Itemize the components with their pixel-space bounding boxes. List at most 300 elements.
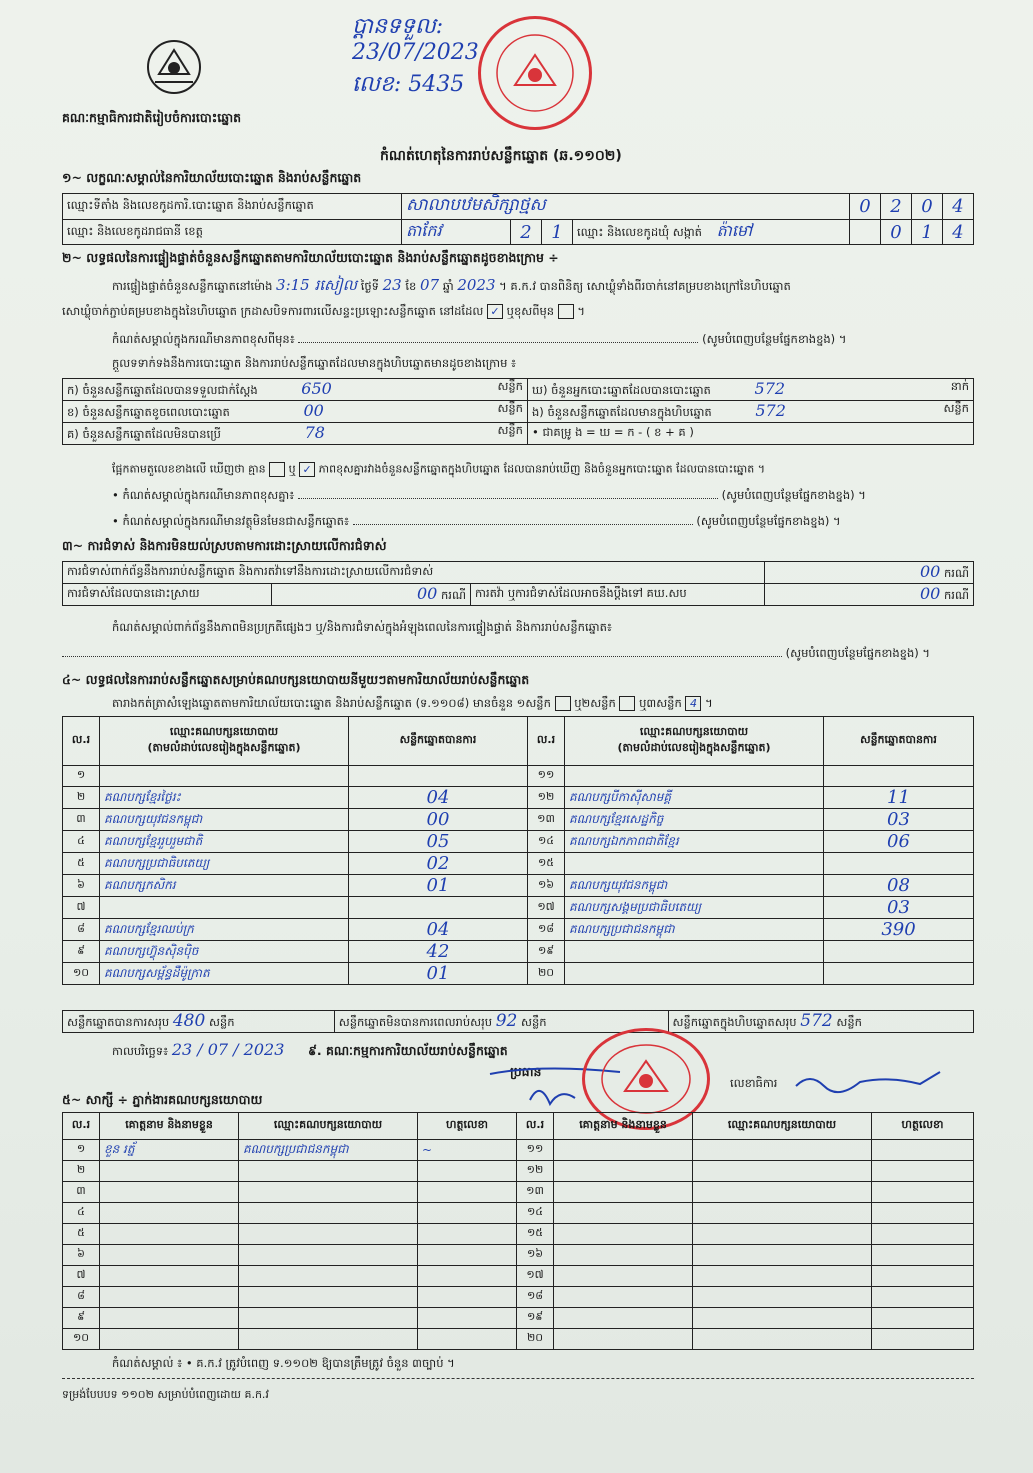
- date-line: [112, 1040, 508, 1062]
- party-name-left: គណបក្សប្រជាធិបតេយ្យ: [100, 853, 349, 875]
- resolved-count-cell: [272, 584, 471, 606]
- witness-sign-left: [418, 1245, 517, 1266]
- province-code-2: 1: [542, 220, 573, 245]
- witness-name-right: [554, 1224, 693, 1245]
- fill-back-note-4: (សូមបំពេញបន្ថែមផ្នែកខាងខ្នង) ។: [785, 646, 930, 660]
- party-name-right: [565, 853, 824, 875]
- w-col-sign-left: ហត្ថលេខា: [418, 1113, 517, 1140]
- chair-label: ប្រធាន: [510, 1064, 542, 1079]
- resolved-count: 00: [416, 584, 438, 603]
- irregularity-note-line: [62, 646, 974, 663]
- difference-check-line: [112, 462, 765, 479]
- witness-name-left: ខួន រត្ន័: [100, 1140, 239, 1161]
- witness-name-left: [100, 1203, 239, 1224]
- location-code-3: 0: [912, 194, 943, 220]
- table-row: [63, 1308, 974, 1329]
- witness-no-right: ១៨: [517, 1287, 554, 1308]
- figure-b-unit: សន្លឹក: [497, 401, 523, 415]
- witness-sign-left: [418, 1287, 517, 1308]
- location-label: ឈ្មោះទីតាំង និងលេខកូដការិ.បោះឆ្នោត និងរាប់សន្លឹកឆ្នោត: [63, 194, 402, 220]
- witness-party-left: [239, 1203, 418, 1224]
- party-no-left: ២: [63, 787, 100, 809]
- witness-no-left: ៣: [63, 1182, 100, 1203]
- committee-label: ៩. គណៈកម្មការការិយាល័យរាប់សន្លឹកឆ្នោត: [308, 1043, 508, 1058]
- verification-text: ការផ្ទៀងផ្ទាត់ចំនួនសន្លឹកឆ្នោតនៅម៉ោង: [112, 279, 273, 293]
- party-name-left: គណបក្សយុវជនកម្ពុជា: [100, 809, 349, 831]
- section-5-heading: ៥~ សាក្សី ÷ ភ្នាក់ងារគណបក្សនយោបាយ: [62, 1092, 263, 1107]
- witness-name-left: [100, 1224, 239, 1245]
- party-name-left: គណបក្សកសិករ: [100, 875, 349, 897]
- total-valid-label: សន្លឹកឆ្នោតបានការសរុប: [67, 1015, 170, 1029]
- difference-check-text: ផ្អែកតាមតួលេខខាងលើ ឃើញថា: [112, 462, 245, 476]
- col-votes-right: សន្លឹកឆ្នោតបានការ: [824, 717, 974, 766]
- witness-name-left: [100, 1182, 239, 1203]
- party-votes-right: [824, 853, 974, 875]
- table-row: [63, 1203, 974, 1224]
- party-no-right: ១១: [528, 766, 565, 787]
- objections-count: 00: [919, 562, 941, 581]
- figure-e-label: ង) ចំនួនសន្លឹកឆ្នោតដែលមានក្នុងហិបឆ្នោត: [532, 405, 712, 419]
- party-name-right: គណបក្សសង្គមប្រជាធិបតេយ្យ: [565, 897, 824, 919]
- party-name-right: គណបក្សយុវជនកម្ពុជា: [565, 875, 824, 897]
- location-code-4: 4: [943, 194, 974, 220]
- party-votes-right: [824, 941, 974, 963]
- party-name-left: គណបក្សខ្មែរឈប់ក្រ: [100, 919, 349, 941]
- witness-party-right: [693, 1224, 872, 1245]
- section-1-heading: ១~ លក្ខណៈសម្គាល់នៃការិយាល័យបោះឆ្នោត និងរាប់សន្លឹកឆ្នោត: [62, 170, 362, 185]
- witness-name-right: [554, 1203, 693, 1224]
- party-no-right: ១៧: [528, 897, 565, 919]
- witness-party-right: [693, 1266, 872, 1287]
- witness-name-right: [554, 1287, 693, 1308]
- totals-table: [62, 1010, 974, 1033]
- party-no-left: ៣: [63, 809, 100, 831]
- secretary-signature-icon: [790, 1062, 950, 1106]
- witness-no-left: ៥: [63, 1224, 100, 1245]
- party-name-right: គណបក្សខ្មែរសេដ្ឋកិច្ច: [565, 809, 824, 831]
- changed-checkbox[interactable]: [558, 304, 574, 319]
- resolved-unit: ករណី: [441, 588, 466, 602]
- witness-no-left: ៦: [63, 1245, 100, 1266]
- col-party-left-title: ឈ្មោះគណបក្សនយោបាយ: [169, 725, 279, 738]
- nec-logo-icon: [145, 38, 203, 96]
- discrepancy-note-label: • កំណត់សម្គាល់ក្នុងករណីមានភាពខុសគ្នា៖: [112, 488, 295, 502]
- party-votes-left: [349, 766, 528, 787]
- table-row: [63, 1329, 974, 1350]
- table-row: [63, 1287, 974, 1308]
- party-votes-right: [824, 963, 974, 985]
- table-row: [63, 787, 974, 809]
- witness-party-right: [693, 1287, 872, 1308]
- party-votes-right: 11: [824, 787, 974, 809]
- witness-sign-left: ~: [418, 1140, 517, 1161]
- commune-value: ត៉ាមៅ: [716, 221, 753, 240]
- has-difference-checkbox[interactable]: ✓: [299, 462, 315, 477]
- witness-party-left: [239, 1245, 418, 1266]
- foreign-object-note-label: • កំណត់សម្គាល់ក្នុងករណីមានវត្ថុមិនមែនជាសន្លឹកឆ្នោត៖: [112, 514, 350, 528]
- table-row: [63, 1224, 974, 1245]
- witness-party-left: [239, 1266, 418, 1287]
- table-row: [63, 919, 974, 941]
- party-votes-left: [349, 897, 528, 919]
- verification-month: 07: [419, 276, 440, 294]
- party-votes-right: [824, 766, 974, 787]
- w-col-no-left: ល.រ: [63, 1113, 100, 1140]
- witness-name-left: [100, 1329, 239, 1350]
- witness-sign-right: [872, 1245, 974, 1266]
- party-name-right: [565, 963, 824, 985]
- verification-day: 23: [382, 276, 402, 294]
- foreign-object-note: [112, 514, 972, 531]
- form-title: កំណត់ហេតុនៃការរាប់សន្លឹកឆ្នោត (ឆ.១១០២): [380, 148, 622, 164]
- figure-d: [528, 379, 974, 401]
- commune-code-1: 0: [881, 220, 912, 245]
- witness-no-left: ៨: [63, 1287, 100, 1308]
- w-col-party-left: ឈ្មោះគណបក្សនយោបាយ: [239, 1113, 418, 1140]
- party-no-right: ១៦: [528, 875, 565, 897]
- witness-party-right: [693, 1329, 872, 1350]
- table-row: [63, 941, 974, 963]
- location-value: សាលាបឋមសិក្សាថ្មស: [402, 194, 850, 220]
- total-invalid-unit: សន្លឹក: [521, 1015, 547, 1029]
- figure-b: [63, 401, 528, 423]
- commune-code-3: 4: [943, 220, 974, 245]
- table-row: [63, 766, 974, 787]
- party-no-left: ៩: [63, 941, 100, 963]
- three-sheet-label: ឬ៣សន្លឹក: [639, 696, 682, 710]
- no-difference-label: គ្មាន: [248, 462, 266, 476]
- witness-party-left: [239, 1161, 418, 1182]
- province-code-1: 2: [511, 220, 542, 245]
- col-party-right: [565, 717, 824, 766]
- province-label: ឈ្មោះ និងលេខកូដរាជធានី ខេត្ត: [63, 220, 402, 245]
- witness-sign-right: [872, 1329, 974, 1350]
- appeal-count-cell: [765, 584, 974, 606]
- witness-party-left: [239, 1287, 418, 1308]
- col-party-left-sub: (តាមលំដាប់លេខរៀងក្នុងសន្លឹកឆ្នោត): [147, 741, 301, 754]
- witness-sign-right: [872, 1308, 974, 1329]
- w-col-sign-right: ហត្ថលេខា: [872, 1113, 974, 1140]
- party-no-left: ៥: [63, 853, 100, 875]
- witness-no-right: ១៣: [517, 1182, 554, 1203]
- total-box-unit: សន្លឹក: [836, 1015, 862, 1029]
- section-2-heading: ២~ លទ្ធផលនៃការផ្ទៀងផ្ទាត់ចំនួនសន្លឹកឆ្នោតតាមការិយាល័យបោះឆ្នោត និងរាប់សន្លឹកឆ្នោតដូចខាងក្រោម ÷: [62, 250, 559, 265]
- party-votes-left: 04: [349, 787, 528, 809]
- total-box: 572: [800, 1011, 833, 1031]
- col-no-right: ល.រ: [528, 717, 565, 766]
- witness-party-left: គណបក្សប្រជាជនកម្ពុជា: [239, 1140, 418, 1161]
- figure-a: [63, 379, 528, 401]
- figure-d-label: ឃ) ចំនួនអ្នកបោះឆ្នោតដែលបានបោះឆ្នោត: [532, 383, 711, 397]
- party-no-right: ១៤: [528, 831, 565, 853]
- witness-sign-right: [872, 1287, 974, 1308]
- changed-label: ឬខុសពីមុន: [506, 304, 555, 318]
- party-no-right: ១៣: [528, 809, 565, 831]
- table-row: [63, 875, 974, 897]
- w-col-name-right: គោត្តនាម និងនាមខ្លួន: [554, 1113, 693, 1140]
- witness-sign-right: [872, 1182, 974, 1203]
- verification-line-1: [112, 276, 791, 298]
- total-valid: 480: [172, 1011, 206, 1031]
- party-name-left: គណបក្សខ្មែររួបរួមជាតិ: [100, 831, 349, 853]
- col-no-left: ល.រ: [63, 717, 100, 766]
- witness-sign-left: [418, 1266, 517, 1287]
- no-difference-checkbox[interactable]: [269, 462, 285, 477]
- figure-e-value: 572: [755, 401, 786, 420]
- tally-sheet-text: តារាងកត់ត្រាសំឡេងឆ្នោតតាមការិយាល័យបោះឆ្នោត និងរាប់សន្លឹកឆ្នោត (ទ.១១០៨) មានចំនួន ១សន្លឹក: [112, 696, 551, 710]
- witness-name-left: [100, 1287, 239, 1308]
- witness-party-left: [239, 1224, 418, 1245]
- col-party-right-sub: (តាមលំដាប់លេខរៀងក្នុងសន្លឹកឆ្នោត): [617, 741, 771, 754]
- commune-code-2: 1: [912, 220, 943, 245]
- col-party-left: [100, 717, 349, 766]
- witness-no-left: ៤: [63, 1203, 100, 1224]
- fill-back-note: (សូមបំពេញបន្ថែមផ្នែកខាងខ្នង) ។: [702, 332, 847, 346]
- table-row: [63, 1266, 974, 1287]
- col-votes-left: សន្លឹកឆ្នោតបានការ: [349, 717, 528, 766]
- figure-c-value: 78: [304, 423, 325, 442]
- witness-sign-right: [872, 1161, 974, 1182]
- witness-no-right: ១៧: [517, 1266, 554, 1287]
- witness-party-left: [239, 1329, 418, 1350]
- figure-b-label: ខ) ចំនួនសន្លឹកឆ្នោតខូចពេលបោះឆ្នោត: [67, 405, 230, 419]
- party-votes-left: 00: [349, 809, 528, 831]
- figure-d-unit: នាក់: [950, 379, 969, 393]
- org-name: គណៈកម្មាធិការជាតិរៀបចំការបោះឆ្នោត: [62, 110, 242, 125]
- witness-sign-left: [418, 1308, 517, 1329]
- party-no-right: ១៥: [528, 853, 565, 875]
- appeal-unit: ករណី: [944, 588, 969, 602]
- objections-table: [62, 561, 974, 606]
- witness-no-right: ១៤: [517, 1203, 554, 1224]
- ballot-figures-intro: ក្ដួលទទាក់ទងនឹងការបោះឆ្នោត និងការរាប់សន្លឹកឆ្នោតដែលមានក្នុងហិបឆ្នោតមានដូចខាងក្រោម ៖: [112, 356, 517, 370]
- witness-name-right: [554, 1182, 693, 1203]
- total-invalid: 92: [495, 1011, 518, 1031]
- table-row: [63, 853, 974, 875]
- party-name-right: គណបក្សបីកាស៊ីសាមគ្គី: [565, 787, 824, 809]
- table-row: [63, 809, 974, 831]
- bottom-rule: [62, 1378, 974, 1379]
- table-row: [63, 831, 974, 853]
- table-row: [63, 1245, 974, 1266]
- discrepancy-note: [112, 488, 972, 505]
- party-votes-right: 03: [824, 897, 974, 919]
- party-name-left: គណបក្សសម្ព័ន្ធដឺម៉ូក្រាត: [100, 963, 349, 985]
- party-no-left: ១: [63, 766, 100, 787]
- two-sheet-checkbox[interactable]: [619, 696, 635, 711]
- objections-unit: ករណី: [944, 566, 969, 580]
- witness-sign-left: [418, 1329, 517, 1350]
- col-party-right-title: ឈ្មោះគណបក្សនយោបាយ: [639, 725, 749, 738]
- witness-no-left: ១: [63, 1140, 100, 1161]
- resolved-label: ការជំទាស់ដែលបានដោះស្រាយ: [63, 584, 272, 606]
- official-stamp-top: [478, 16, 592, 130]
- province-value: តាកែវ: [402, 220, 511, 245]
- party-votes-left: 04: [349, 919, 528, 941]
- party-votes-left: 02: [349, 853, 528, 875]
- table-row: [63, 1182, 974, 1203]
- verification-year: 2023: [457, 276, 496, 294]
- total-invalid-cell: [334, 1011, 668, 1033]
- witness-sign-right: [872, 1266, 974, 1287]
- witness-party-right: [693, 1182, 872, 1203]
- verification-time: 3:15 រសៀល: [276, 276, 358, 294]
- witness-party-right: [693, 1245, 872, 1266]
- month-label: ខែ: [405, 279, 417, 293]
- witness-name-left: [100, 1161, 239, 1182]
- party-name-left: [100, 897, 349, 919]
- witness-sign-right: [872, 1224, 974, 1245]
- witness-party-right: [693, 1308, 872, 1329]
- witness-sign-left: [418, 1224, 517, 1245]
- witness-party-left: [239, 1308, 418, 1329]
- party-no-left: ៤: [63, 831, 100, 853]
- location-code-2: 2: [881, 194, 912, 220]
- witness-party-left: [239, 1182, 418, 1203]
- objections-count-cell: [765, 562, 974, 584]
- fill-back-note-2: (សូមបំពេញបន្ថែមផ្នែកខាងខ្នង) ។: [721, 488, 866, 502]
- party-name-right: [565, 766, 824, 787]
- witness-name-right: [554, 1266, 693, 1287]
- difference-note-label: កំណត់សម្គាល់ក្នុងករណីមានភាពខុសពីមុន៖: [112, 332, 295, 346]
- witness-party-right: [693, 1140, 872, 1161]
- figure-a-label: ក) ចំនួនសន្លឹកឆ្នោតដែលបានទទួលជាក់ស្ដែង: [67, 383, 258, 397]
- difference-check-text-end: ភាពខុសគ្នារវាងចំនួនសន្លឹកឆ្នោតក្នុងហិបឆ្នោត ដែលបានរាប់ឃើញ និងចំនួនអ្នកបោះឆ្នោត ដែលបានបោះឆ្នោត ។: [318, 462, 765, 476]
- figure-d-value: 572: [754, 379, 786, 398]
- one-sheet-checkbox[interactable]: [555, 696, 571, 711]
- commune-label-and-value: [573, 220, 850, 245]
- party-results-table: [62, 716, 974, 985]
- witness-no-right: ១៩: [517, 1308, 554, 1329]
- witness-party-right: [693, 1203, 872, 1224]
- party-name-right: [565, 941, 824, 963]
- total-valid-cell: [63, 1011, 335, 1033]
- objections-label: ការជំទាស់ពាក់ព័ន្ធនឹងការរាប់សន្លឹកឆ្នោត និងការតវ៉ាទៅនឹងការដោះស្រាយលើការជំទាស់: [63, 562, 765, 584]
- fill-back-note-3: (សូមបំពេញបន្ថែមផ្នែកខាងខ្នង) ។: [696, 514, 841, 528]
- year-label: ឆ្នាំ: [442, 279, 454, 293]
- w-col-party-right: ឈ្មោះគណបក្សនយោបាយ: [693, 1113, 872, 1140]
- witness-sign-right: [872, 1140, 974, 1161]
- party-no-right: ២០: [528, 963, 565, 985]
- total-box-cell: [668, 1011, 974, 1033]
- witness-no-right: ២០: [517, 1329, 554, 1350]
- received-date: 23/07/2023: [352, 40, 479, 65]
- party-no-left: ៦: [63, 875, 100, 897]
- sign-date: 23 / 07 / 2023: [171, 1040, 285, 1059]
- table-row: [63, 1161, 974, 1182]
- unchanged-checkbox[interactable]: ✓: [487, 304, 503, 319]
- figure-a-unit: សន្លឹក: [497, 379, 523, 393]
- received-note: ប្ដានទទួល:: [352, 14, 444, 39]
- witness-sign-left: [418, 1182, 517, 1203]
- party-no-left: ៨: [63, 919, 100, 941]
- witness-name-left: [100, 1266, 239, 1287]
- party-votes-right: 390: [824, 919, 974, 941]
- total-invalid-label: សន្លឹកឆ្នោតមិនបានការពេលរាប់សរុប: [338, 1015, 493, 1029]
- figure-e-unit: សន្លឹក: [943, 401, 969, 415]
- party-no-right: ១២: [528, 787, 565, 809]
- day-label: ថ្ងៃទី: [360, 279, 379, 293]
- table-row: [63, 897, 974, 919]
- party-name-left: [100, 766, 349, 787]
- party-votes-right: 06: [824, 831, 974, 853]
- witness-no-left: ៩: [63, 1308, 100, 1329]
- figure-c-label: គ) ចំនួនសន្លឹកឆ្នោតដែលមិនបានប្រើ: [67, 427, 221, 441]
- witness-no-left: ១០: [63, 1329, 100, 1350]
- witness-name-right: [554, 1308, 693, 1329]
- figure-c-unit: សន្លឹក: [497, 423, 523, 437]
- witness-table: [62, 1112, 974, 1350]
- secretary-label: លេខាធិការ: [730, 1076, 778, 1090]
- party-no-right: ១៨: [528, 919, 565, 941]
- witness-party-right: [693, 1161, 872, 1182]
- figure-c: [63, 423, 528, 445]
- party-name-left: គណបក្សខ្មែរថ្ងៃរះ: [100, 787, 349, 809]
- witness-sign-left: [418, 1161, 517, 1182]
- difference-note: [112, 332, 972, 349]
- table-row: [63, 1140, 974, 1161]
- date-label: កាលបរិច្ឆេទ៖: [112, 1044, 169, 1058]
- witness-no-right: ១១: [517, 1140, 554, 1161]
- witness-name-right: [554, 1161, 693, 1182]
- table-row: [63, 963, 974, 985]
- two-sheet-label: ឬ២សន្លឹក: [574, 696, 616, 710]
- figure-a-value: 650: [301, 379, 332, 398]
- section-3-heading: ៣~ ការជំទាស់ និងការមិនយល់ស្របតាមការដោះស្រាយលើការជំទាស់: [62, 538, 387, 553]
- has-difference-label: ឬ: [288, 462, 296, 476]
- appeal-label: ការតវ៉ា ឬការជំទាស់ដែលអាចនឹងប្ដឹងទៅ គឃ.សប: [471, 584, 765, 606]
- witness-no-right: ១៥: [517, 1224, 554, 1245]
- location-code-1: 0: [850, 194, 881, 220]
- party-votes-right: 03: [824, 809, 974, 831]
- total-valid-unit: សន្លឹក: [208, 1015, 235, 1029]
- form-usage-note: ទម្រង់បែបបទ ១១០២ សម្រាប់បំពេញដោយ គ.ក.វ: [62, 1388, 269, 1401]
- party-votes-right: 08: [824, 875, 974, 897]
- witness-name-left: [100, 1308, 239, 1329]
- seal-status-text: សោឃ្លុំចាក់ភ្ជាប់គម្របខាងក្នុងនៃហិបឆ្នោត ក្រដាសបិទការពារលើសន្ទះប្រឡោះសន្លឹកឆ្នោត នៅដដែល: [62, 304, 484, 318]
- witness-name-right: [554, 1329, 693, 1350]
- witness-sign-left: [418, 1203, 517, 1224]
- section-4-heading: ៤~ លទ្ធផលនៃការរាប់សន្លឹកឆ្នោតសម្រាប់គណបក្សនយោបាយនីមួយៗតាមការិយាល័យរាប់សន្លឹកឆ្នោត: [62, 672, 530, 687]
- witness-no-right: ១២: [517, 1161, 554, 1182]
- party-name-left: គណបក្សហ៊្វុនស៊ិនប៉ិច: [100, 941, 349, 963]
- party-no-right: ១៩: [528, 941, 565, 963]
- witness-no-left: ២: [63, 1161, 100, 1182]
- witness-no-left: ៧: [63, 1266, 100, 1287]
- footnote: កំណត់សម្គាល់ ៖ • គ.ក.វ ត្រូវបំពេញ ទ.១១០២ ឱ្យបានត្រឹមត្រូវ ចំនួន ៣ច្បាប់ ។: [112, 1356, 455, 1370]
- appeal-count: 00: [919, 584, 941, 603]
- party-name-right: គណបក្សប្រជាជនកម្ពុជា: [565, 919, 824, 941]
- section-1-table: [62, 193, 974, 245]
- witness-sign-right: [872, 1203, 974, 1224]
- witness-name-right: [554, 1245, 693, 1266]
- witness-name-right: [554, 1140, 693, 1161]
- figure-b-value: 00: [303, 401, 324, 420]
- received-number: លេខ: 5435: [352, 72, 465, 97]
- ballot-figures-table: [62, 378, 974, 445]
- w-col-no-right: ល.រ: [517, 1113, 554, 1140]
- party-votes-left: 01: [349, 875, 528, 897]
- verification-text-end: ។ គ.ក.វ បានពិនិត្យ សោឃ្លុំទាំងពីរចាក់នៅគម្របខាងក្រៅនៃហិបឆ្នោត: [499, 279, 791, 293]
- witness-no-right: ១៦: [517, 1245, 554, 1266]
- party-votes-left: 05: [349, 831, 528, 853]
- party-name-right: គណបក្សឯកភាពជាតិខ្មែរ: [565, 831, 824, 853]
- witness-name-left: [100, 1245, 239, 1266]
- formula: • ជាគម្រូ ង = ឃ = ក - ( ខ + គ ): [528, 423, 974, 445]
- party-votes-left: 42: [349, 941, 528, 963]
- three-sheet-checkbox[interactable]: 4: [685, 696, 701, 711]
- tally-sheet-line: តារាងកត់ត្រាសំឡេងឆ្នោតតាមការិយាល័យបោះឆ្នោត និងរាប់សន្លឹកឆ្នោត (ទ.១១០៨) មានចំនួន ១សន្លឹក ឬ២សន្លឹក ឬ៣សន្លឹក 4 ។: [112, 696, 713, 710]
